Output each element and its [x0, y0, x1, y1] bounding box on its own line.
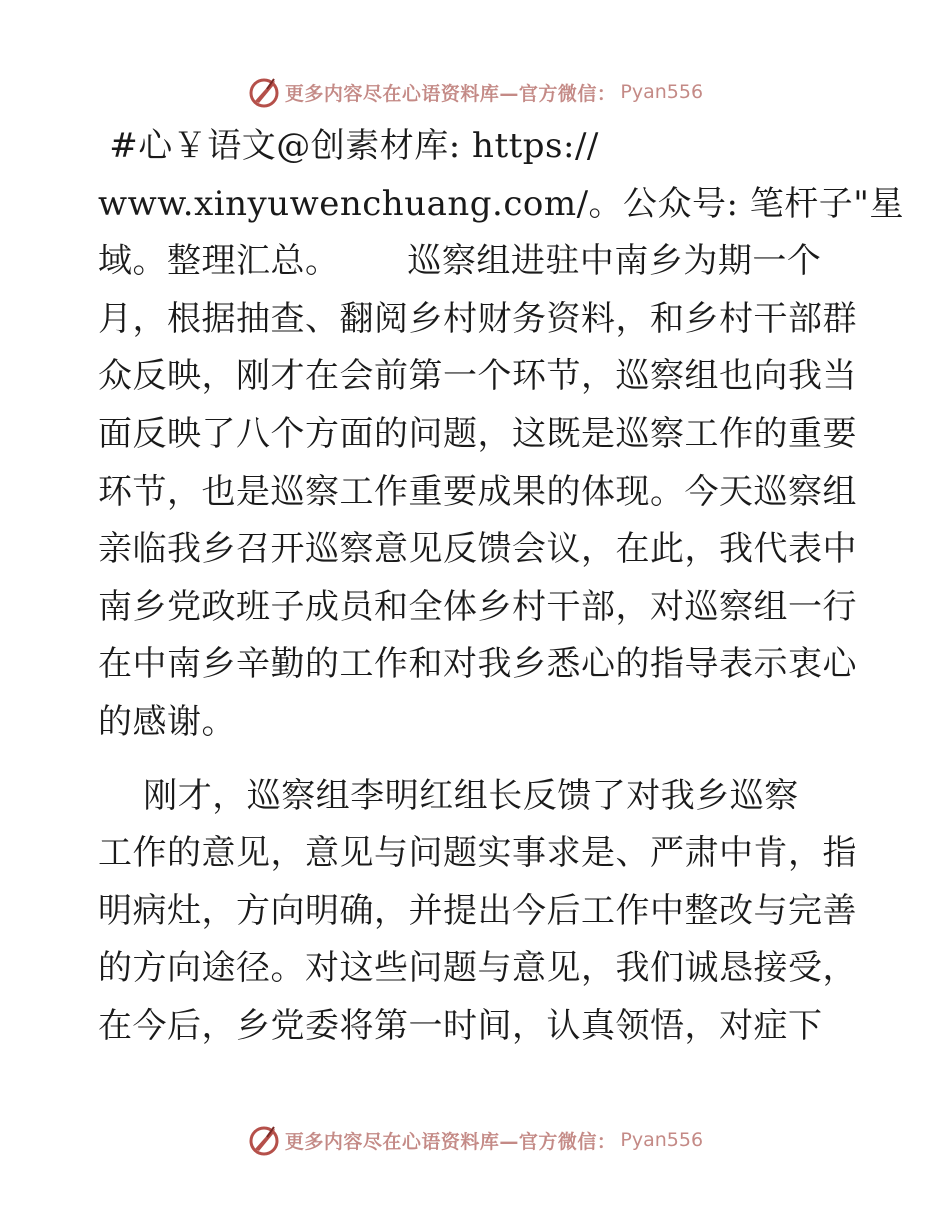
text-line: 明病灶，方向明确，并提出今后工作中整改与完善: [98, 890, 857, 931]
text-line: www.xinyuwenchuang.com/。公众号: 笔杆子"星: [98, 183, 904, 224]
text-line: 环节，也是巡察工作重要成果的体现。今天巡察组: [98, 471, 857, 512]
text-line: 南乡党政班子成员和全体乡村干部，对巡察组一行: [98, 586, 857, 627]
quill-logo-icon: [247, 1123, 281, 1157]
quill-logo-icon: [247, 75, 281, 109]
paragraph-1: [98, 118, 904, 752]
text-line: 刚才，巡察组李明红组长反馈了对我乡巡察: [98, 775, 799, 816]
text-line: 月，根据抽查、翻阅乡村财务资料，和乡村干部群: [98, 298, 857, 339]
footer-banner-text: 更多内容尽在心语资料库—官方微信：: [284, 1130, 617, 1153]
text-line: 在今后，乡党委将第一时间，认真领悟，对症下: [98, 1005, 823, 1046]
text-line: 工作的意见，意见与问题实事求是、严肃中肯，指: [98, 833, 857, 874]
text-line: 众反映，刚才在会前第一个环节，巡察组也向我当: [98, 356, 857, 397]
text-line: #心￥语文@创素材库: https://: [98, 126, 599, 166]
document-body: [98, 118, 904, 1056]
header-wechat-id: Pyan556: [620, 81, 704, 103]
header-banner: [0, 72, 950, 112]
paragraph-2: [98, 768, 858, 1056]
text-line: 域。整理汇总。 巡察组进驻中南乡为期一个: [98, 241, 822, 282]
text-line: 亲临我乡召开巡察意见反馈会议，在此，我代表中: [98, 529, 857, 570]
text-line: 的方向途径。对这些问题与意见，我们诚恳接受，: [98, 948, 857, 989]
header-banner-text: 更多内容尽在心语资料库—官方微信：: [284, 82, 617, 105]
footer-banner: [0, 1120, 950, 1160]
text-line: 在中南乡辛勤的工作和对我乡悉心的指导表示衷心: [98, 644, 857, 685]
text-line: 的感谢。: [98, 701, 236, 742]
footer-wechat-id: Pyan556: [620, 1129, 704, 1151]
text-line: 面反映了八个方面的问题，这既是巡察工作的重要: [98, 413, 857, 454]
paragraph-spacer: [98, 752, 858, 768]
